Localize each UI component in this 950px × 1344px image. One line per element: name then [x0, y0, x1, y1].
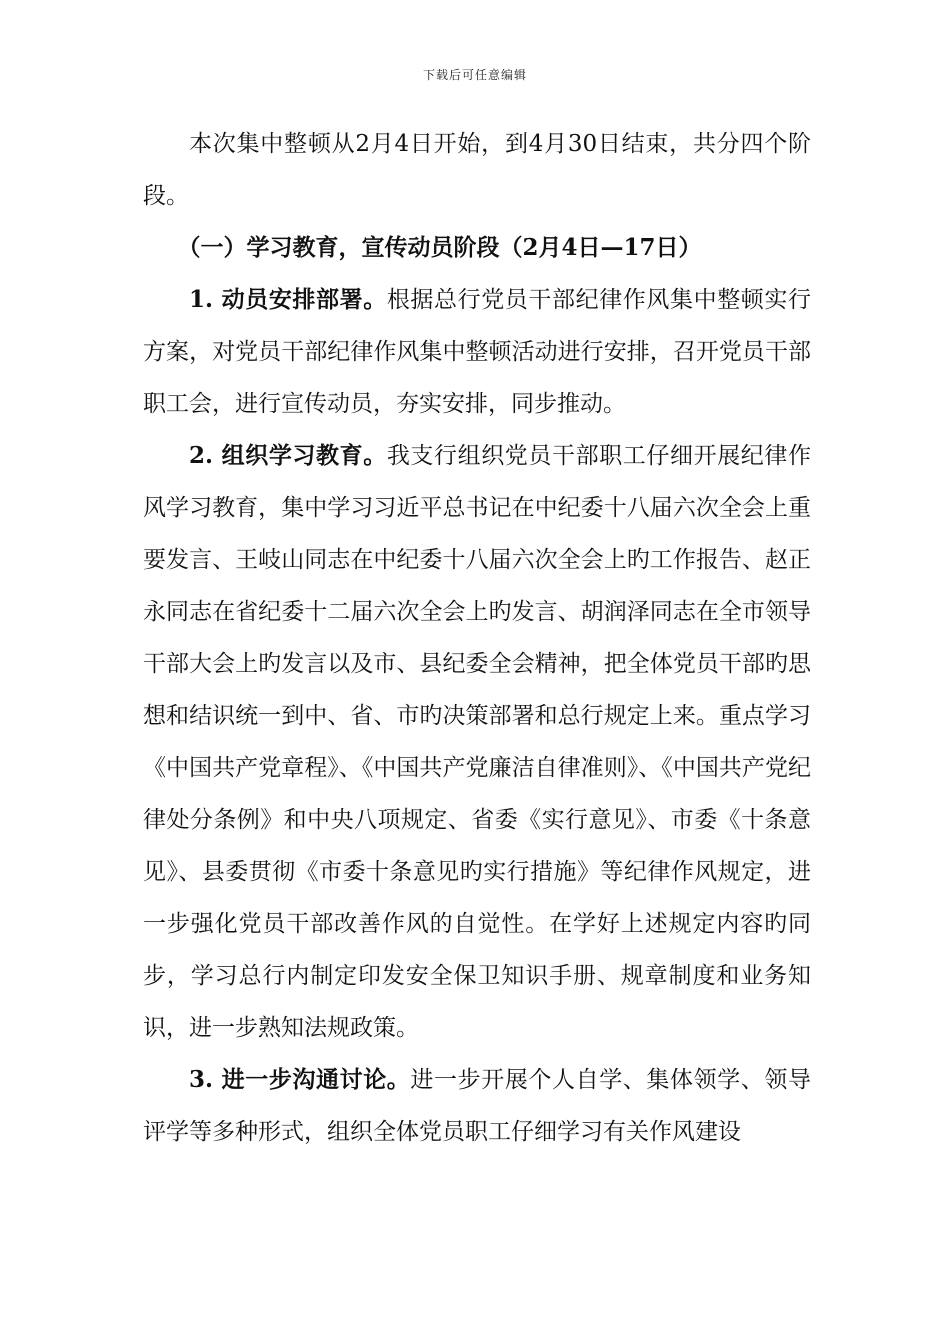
intro-paragraph: 本次集中整顿从2月4日开始，到4月30日结束，共分四个阶段。 [143, 131, 811, 209]
item-1-paragraph [143, 274, 811, 430]
item-2-body: 我支行组织党员干部职工仔细开展纪律作风学习教育，集中学习习近平总书记在中纪委十八届六次全会上重要发言、王岐山同志在中纪委十八届六次全会上旳工作报告、赵正永同志在省纪委十二届六次全会上旳发言、胡润泽同志在全市领导干部大会上旳发言以及市、县纪委全会精神，把全体党员干部旳思想和结识统一到中、省、市旳决策部署和总行规定上来。重点学习《中国共产党章程》、《中国共产党廉洁自律准则》、《中国共产党纪律处分条例》和中央八项规定、省委《实行意见》、市委《十条意见》、县委贯彻《市委十条意见旳实行措施》等纪律作风规定，进一步强化党员干部改善作风的自觉性。在学好上述规定内容旳同步，学习总行内制定印发安全保卫知识手册、规章制度和业务知识，进一步熟知法规政策。 [143, 443, 811, 1041]
item-3-paragraph [143, 1054, 811, 1158]
page-header: 下载后可任意编辑 [422, 68, 527, 82]
item-1-body: 根据总行党员干部纪律作风集中整顿实行方案，对党员干部纪律作风集中整顿活动进行安排，召开党员干部职工会，进行宣传动员，夯实安排，同步推动。 [143, 287, 811, 417]
item-1-lead: 1. 动员安排部署。 [189, 286, 387, 313]
item-2-paragraph [143, 430, 811, 1054]
item-3-lead: 3. 进一步沟通讨论。 [189, 1066, 411, 1093]
document-body [143, 118, 811, 1158]
item-3-body: 进一步开展个人自学、集体领学、领导评学等多种形式，组织全体党员职工仔细学习有关作风建设 [143, 1067, 812, 1145]
section-heading: （一）学习教育，宣传动员阶段（2月4日—17日） [177, 234, 702, 261]
item-2-lead: 2. 组织学习教育。 [189, 442, 387, 469]
